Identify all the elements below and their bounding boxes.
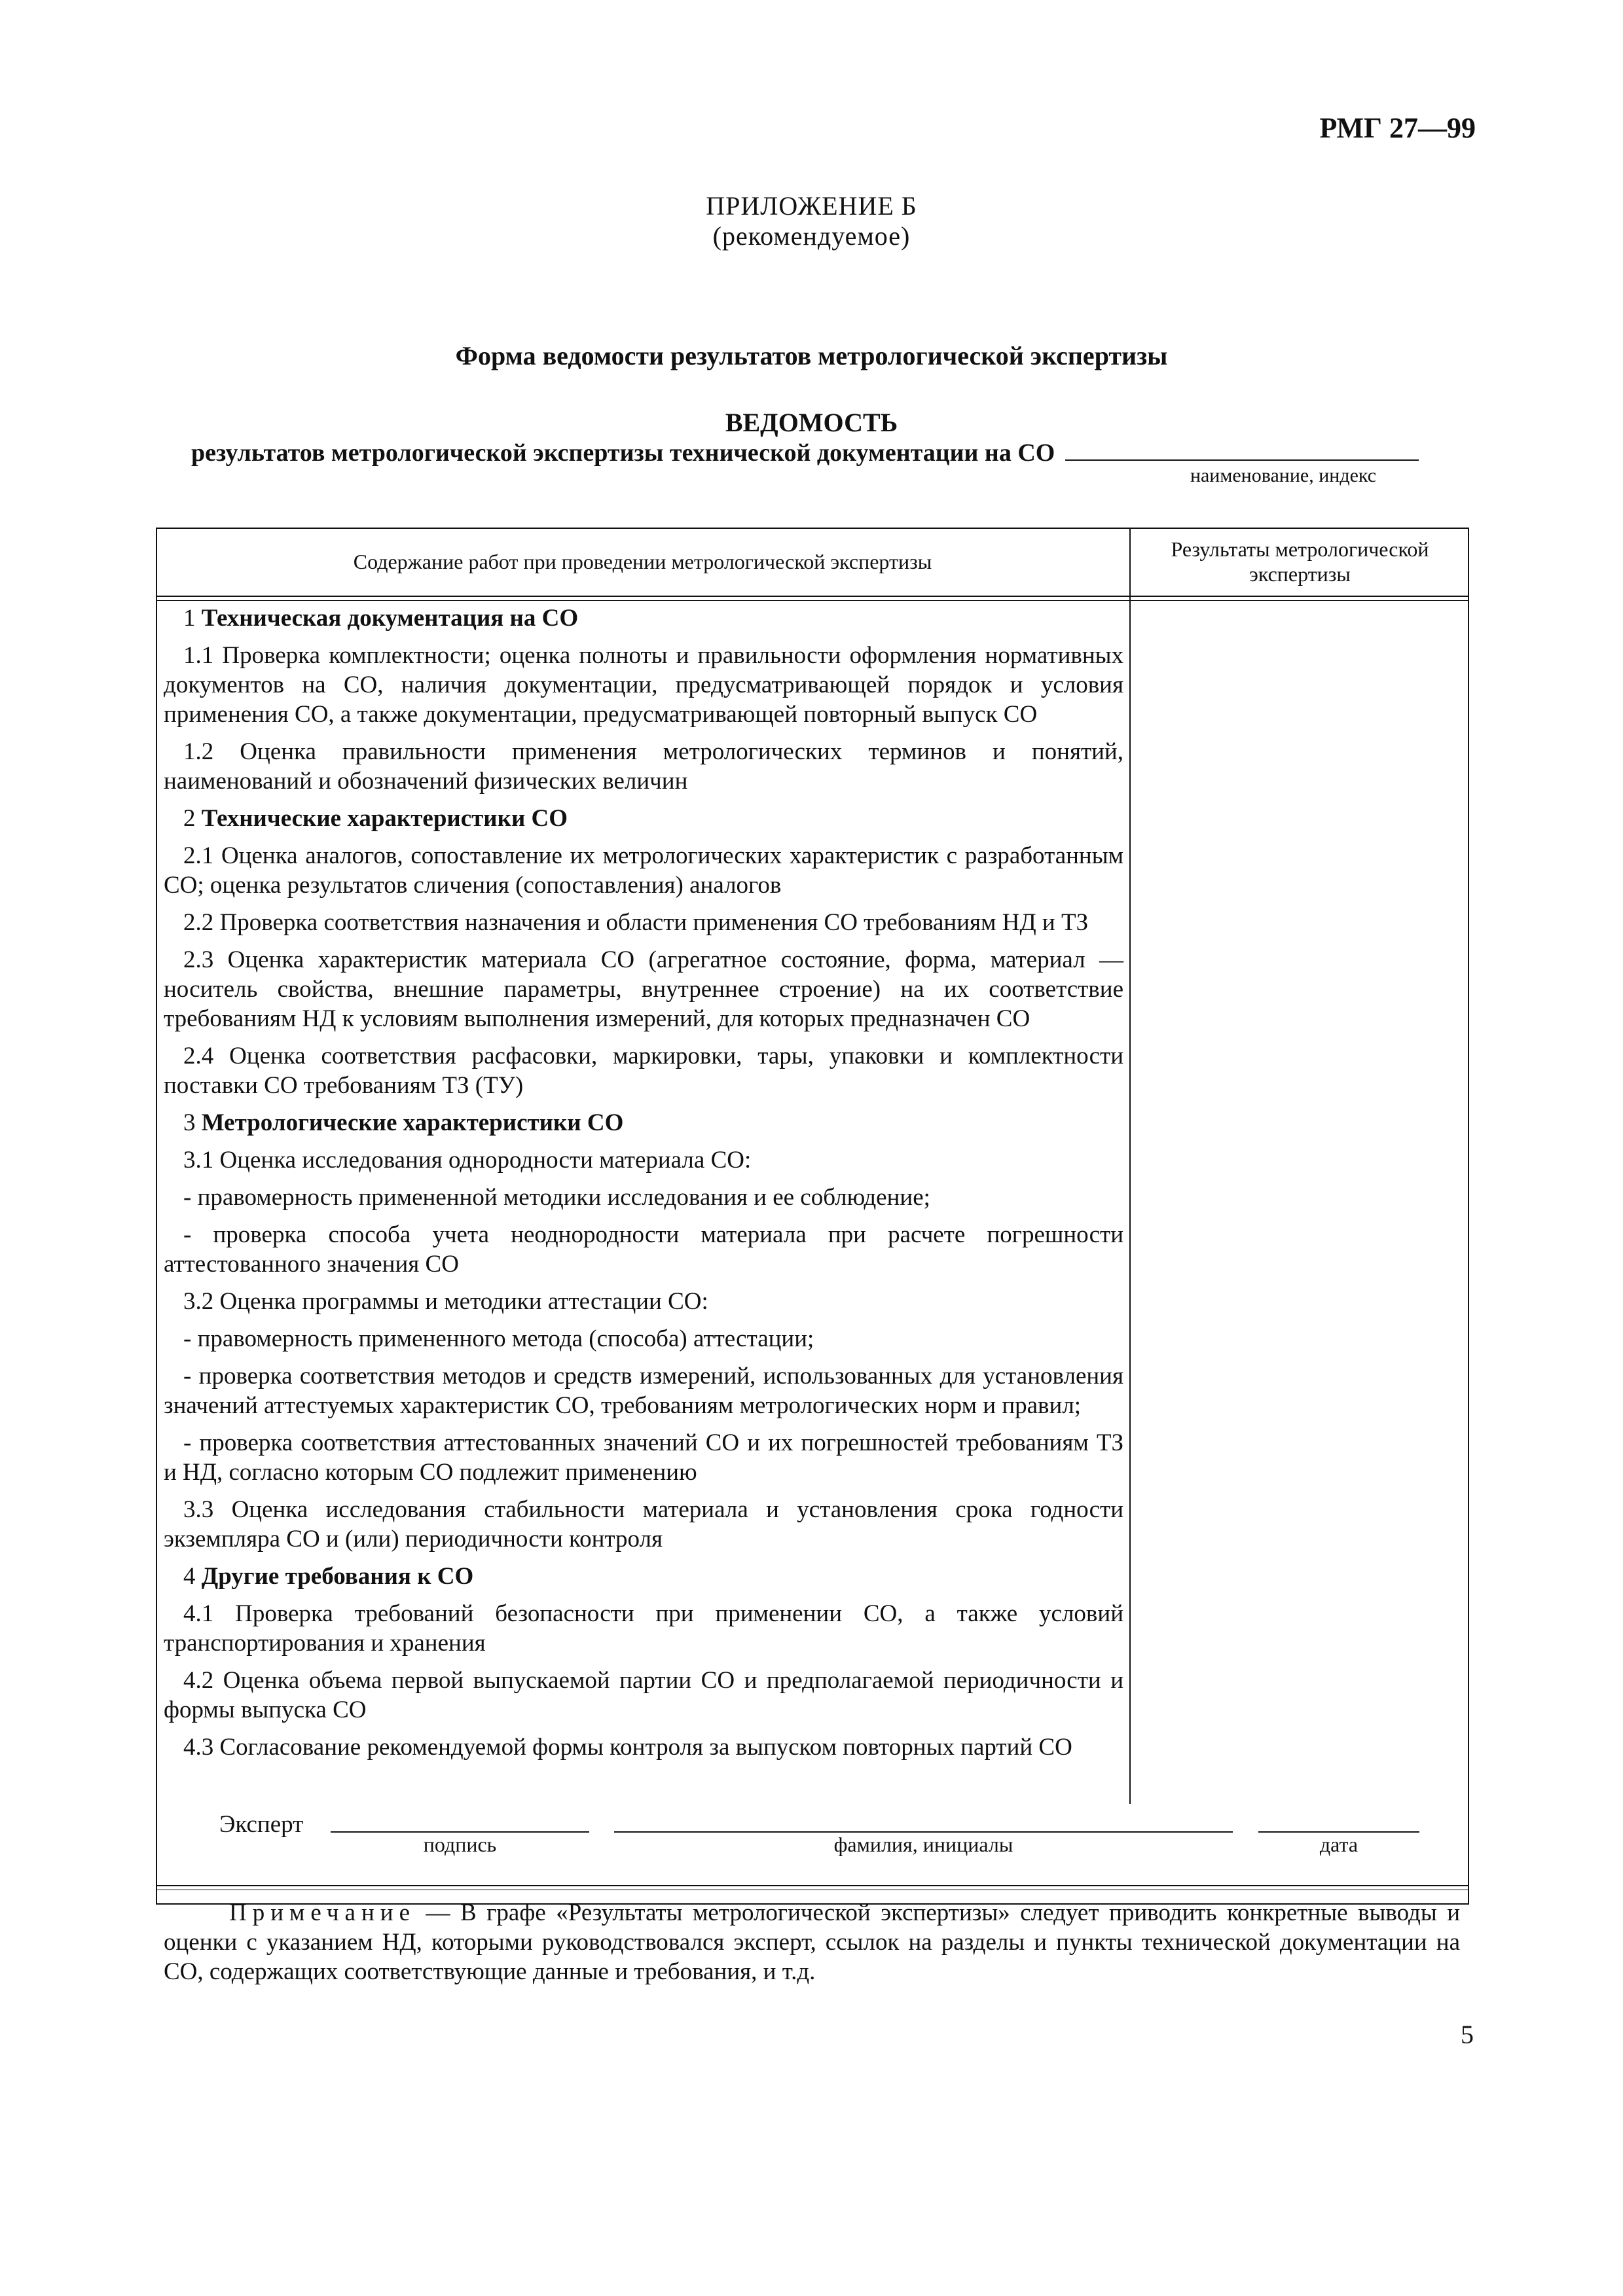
section-title: Другие требования к СО bbox=[201, 1563, 474, 1590]
section-heading bbox=[164, 804, 1123, 833]
table-row-item: - правомерность примененной методики исследования и ее соблюдение; bbox=[183, 1184, 930, 1211]
table-row-item: 3.2 Оценка программы и методики аттестации СО: bbox=[183, 1288, 708, 1315]
table-row-item: 2.4 Оценка соответствия расфасовки, маркировки, тары, упаковки и комплектности поставки СО требованиям ТЗ (ТУ) bbox=[164, 1043, 1123, 1099]
section-heading bbox=[164, 1108, 1123, 1138]
table-row-item: 3.1 Оценка исследования однородности материала СО: bbox=[183, 1147, 752, 1174]
section-title: Метрологические характеристики СО bbox=[201, 1109, 624, 1136]
form-title: Форма ведомости результатов метрологической экспертизы bbox=[455, 341, 1168, 370]
annex-heading bbox=[0, 191, 1623, 251]
co-name-hint: наименование, индекс bbox=[1190, 465, 1377, 486]
date-hint: дата bbox=[1319, 1833, 1359, 1856]
section-title: Технические характеристики СО bbox=[201, 805, 568, 832]
column-header-content: Содержание работ при проведении метрологической экспертизы bbox=[353, 549, 932, 573]
annex-status: (рекомендуемое) bbox=[712, 221, 911, 251]
section-number: 1 bbox=[183, 605, 196, 632]
section-number: 2 bbox=[183, 805, 196, 832]
note-rule bbox=[156, 1885, 1469, 1886]
statement-subtitle: результатов метрологической экспертизы технической документации на СО bbox=[191, 439, 1055, 467]
table-row-item: 4.3 Согласование рекомендуемой формы контроля за выпуском повторных партий СО bbox=[183, 1734, 1072, 1761]
statement-subtitle-line bbox=[191, 435, 1419, 467]
table-row-item: - проверка способа учета неоднородности материала при расчете погрешности аттестованного значения СО bbox=[164, 1221, 1123, 1278]
document-code: РМГ 27—99 bbox=[1319, 112, 1476, 144]
page-number: 5 bbox=[1461, 2020, 1474, 2049]
column-header-results: Результаты метрологической экспертизы bbox=[1171, 537, 1429, 586]
expert-label: Эксперт bbox=[219, 1811, 304, 1838]
table-row-item: 4.2 Оценка объема первой выпускаемой партии СО и предполагаемой периодичности и формы выпуска СО bbox=[164, 1667, 1123, 1723]
table-row-item: - проверка соответствия аттестованных значений СО и их погрешностей требованиям ТЗ и НД, согласно которым СО подлежит применению bbox=[164, 1429, 1123, 1486]
header-rule-double bbox=[156, 600, 1469, 601]
table-row-item: 3.3 Оценка исследования стабильности материала и установления срока годности экземпляра СО и (или) периодичности контроля bbox=[164, 1496, 1123, 1552]
section-heading bbox=[164, 603, 1123, 633]
table-content bbox=[164, 603, 1123, 1770]
note bbox=[164, 1898, 1460, 1986]
table-row-item: 4.1 Проверка требований безопасности при применении СО, а также условий транспортирования и хранения bbox=[164, 1600, 1123, 1657]
table-row-item: - правомерность примененного метода (способа) аттестации; bbox=[183, 1325, 814, 1352]
statement-title: ВЕДОМОСТЬ bbox=[725, 408, 898, 437]
section-number: 4 bbox=[183, 1563, 196, 1590]
column-divider bbox=[1129, 528, 1131, 1804]
note-text: — В графе «Результаты метрологической экспертизы» следует приводить конкретные выводы и оценки с указанием НД, которыми руководствовался эксперт, ссылок на разделы и пункты технической документации на СО, содержащих соответствующие данные и требования, и т.д. bbox=[164, 1899, 1461, 1985]
section-title: Техническая документация на СО bbox=[201, 605, 579, 632]
table-row-item: 2.2 Проверка соответствия назначения и области применения СО требованиям НД и ТЗ bbox=[183, 909, 1089, 936]
name-hint: фамилия, инициалы bbox=[833, 1833, 1013, 1856]
section-heading bbox=[164, 1562, 1123, 1591]
table-row-item: 2.1 Оценка аналогов, сопоставление их метрологических характеристик с разработанным СО; оценка результатов сличения (сопоставления) аналогов bbox=[164, 842, 1123, 899]
table-row-item: 2.3 Оценка характеристик материала СО (агрегатное состояние, форма, материал — носитель свойства, внешние параметры, внутреннее строение) на их соответствие требованиям НД к условиям выполнения измерений, для которых предназначен СО bbox=[164, 946, 1123, 1032]
co-name-blank bbox=[1065, 435, 1419, 461]
table-row-item: - проверка соответствия методов и средств измерений, использованных для установления значений аттестуемых характеристик СО, требованиям метрологических норм и правил; bbox=[164, 1363, 1123, 1419]
table-row-item: 1.2 Оценка правильности применения метрологических терминов и понятий, наименований и обозначений физических величин bbox=[164, 738, 1123, 795]
annex-title: ПРИЛОЖЕНИЕ Б bbox=[706, 191, 917, 221]
signature-hint: подпись bbox=[423, 1833, 497, 1856]
table-row-item: 1.1 Проверка комплектности; оценка полноты и правильности оформления нормативных документов на СО, наличия документации, предусматривающей порядок и условия применения СО, а также документации, предусматривающей повторный выпуск СО bbox=[164, 642, 1123, 728]
note-label: Примечание bbox=[229, 1899, 416, 1926]
section-number: 3 bbox=[183, 1109, 196, 1136]
header-rule bbox=[156, 596, 1469, 597]
